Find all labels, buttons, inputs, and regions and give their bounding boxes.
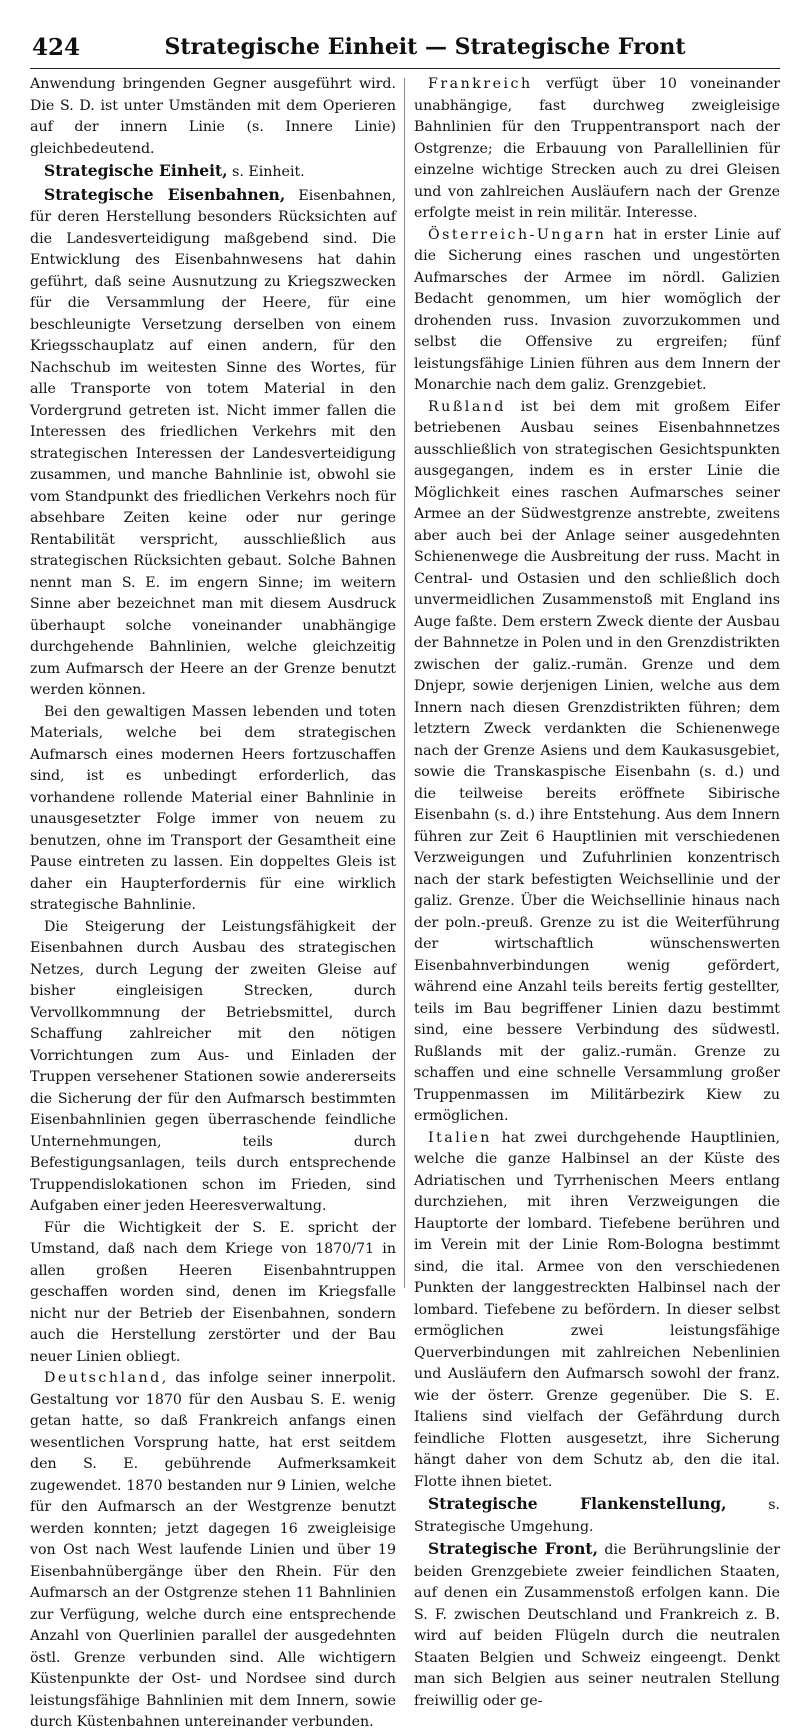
paragraph-text: hat zwei durchgehende Hauptlinien, welche die ganze Halbinsel an der Küste des Adriatischen und Tyrrhenischen Meers entlang durchziehen, mit ihren Verzweigungen die Hauptorte der lombard. Tiefebene berühren und im Verein mit der Linie Rom-Bologna bestimmt sind, die ital. Armee von den verschiedenen Punkten der langgestreckten Halbinsel nach der lombard. Tiefebene zu befördern. In dieser selbst ermöglichen zwei leistungsfähige Querverbindungen mit zahlreichen Nebenlinien und Ausläufern den Aufmarsch sowohl der franz. wie der österr. Grenze gegenüber. Die S. E. Italiens sind vielfach der Gefährdung durch feindliche Flotten ausgesetzt, ihre Sicherung hängt daher von dem Schutz ab, den die ital. Flotte ihnen bietet.: [414, 1129, 780, 1490]
entry-strategische-eisenbahnen: [30, 184, 396, 702]
entry-headword: Strategische Einheit,: [44, 161, 228, 180]
country-name: Österreich-Ungarn: [428, 226, 607, 243]
entry-strategische-einheit: [30, 160, 396, 184]
page-number: 424: [32, 34, 81, 61]
paragraph-text: verfügt über 10 voneinander unabhängige, fast durchweg zweigleisige Bahnlinien für den Truppentransport nach der Ostgrenze; die Erbauung von Parallellinien für einzelne wichtige Strecken auch zu drei Gleisen und von zahlreichen Ausläufern nach der Grenze erfolgte meist in rein militär. Interesse.: [414, 76, 780, 221]
column-divider: [404, 78, 405, 1288]
entry-text: Eisenbahnen, für deren Herstellung besonders Rücksichten auf die Landesverteidigung maßgebend sind. Die Entwicklung des Eisenbahnwesens hat dahin geführt, daß seine Ausnutzung zu Kriegszwecken für die Versammlung der Heere, für eine beschleunigte Versetzung derselben von einem Kriegsschauplatz auf einen andern, für den Nachschub im weitesten Sinne des Wortes, für alle Transporte von totem Material in den Vordergrund getreten ist. Nicht immer fallen die Interessen des friedlichen Verkehrs mit den strategischen Interessen der Landesverteidigung zusammen, und manche Bahnlinie ist, obwohl sie vom Standpunkt des friedlichen Verkehrs noch für absehbare Zeiten keine oder nur geringe Rentabilität verspricht, ausschließlich aus strategischen Rücksichten gebaut. Solche Bahnen nennt man S. E. im engern Sinne; im weitern Sinne aber bezeichnet man mit diesem Ausdruck überhaupt solche voneinander unabhängige durchgehende Bahnlinien, welche gleichzeitig zum Aufmarsch der Heere an der Grenze benutzt werden können.: [30, 187, 396, 698]
paragraph-text: hat in erster Linie auf die Sicherung eines raschen und ungestörten Aufmarsches der Armee im nördl. Galizien Bedacht genommen, um hier womöglich der drohenden russ. Invasion zuvorzukommen und selbst die Offensive zu ergreifen; fünf leistungsfähige Linien führen aus dem Innern der Monarchie nach dem galiz. Grenzgebiet.: [414, 226, 780, 393]
paragraph: Für die Wichtigkeit der S. E. spricht der Umstand, daß nach dem Kriege von 1870/71 in allen großen Heeren Eisenbahntruppen geschaffen worden sind, denen im Kriegsfalle nicht nur der Betrieb der Eisenbahnen, sondern auch die Herstellung zerstörter und der Bau neuer Linien obliegt.: [30, 1219, 396, 1365]
entry-text: die Berührungslinie der beiden Grenzgebiete zweier feindlichen Staaten, auf denen ein Zusammenstoß erfolgen kann. Die S. F. zwischen Deutschland und Frankreich z. B. wird auf beiden Flügeln durch die neutralen Staaten Belgien und Schweiz eingeengt. Denkt man sich Belgien aus seiner neutralen Stellung freiwillig oder ge-: [414, 1542, 780, 1709]
entry-headword: Strategische Flankenstellung,: [428, 1494, 727, 1513]
country-name: Deutschland: [44, 1370, 162, 1386]
paragraph: Bei den gewaltigen Massen lebenden und toten Materials, welche bei dem strategischen Aufmarsch eines modernen Heers fortzuschaffen sind, ist es unbedingt erforderlich, das vorhandene rollende Material einer Bahnlinie in unausgesetzter Folge immer von neuem zu benutzen, ohne im Transport der Gesamtheit eine Pause eintreten zu lassen. Ein doppeltes Gleis ist daher ein Haupterfordernis für eine wirklich strategische Bahnlinie.: [30, 703, 396, 913]
running-title: Strategische Einheit — Strategische Front: [164, 34, 686, 60]
paragraph-text: , das infolge seiner innerpolit. Gestaltung vor 1870 für den Ausbau S. E. wenig getan hatte, so daß Frankreich anfangs einen wesentlichen Vorsprung hatte, hat erst seitdem den S. E. gebührende Aufmerksamkeit zugewendet. 1870 bestanden nur 9 Linien, welche für den Aufmarsch an der Westgrenze benutzt werden konnten; jetzt dagegen 16 zweigleisige von Ost nach West laufende Linien und über 19 Eisenbahnübergänge über den Rhein. Für den Aufmarsch an der Ostgrenze stehen 11 Bahnlinien zur Verfügung, welche durch eine entsprechende Anzahl von Querlinien parallel der ausgedehnten östl. Grenze verbunden sind. Alle wichtigern Küstenpunkte der Ost- und Nordsee sind durch leistungsfähige Bahnlinien mit dem Innern, sowie durch Küstenbahnen untereinander verbunden.: [30, 1370, 396, 1730]
country-name: Italien: [428, 1129, 492, 1146]
entry-text: s. Einheit.: [227, 164, 305, 180]
paragraph-oesterreich: [414, 225, 780, 397]
entry-text: s. Strategische Umgehung.: [414, 1497, 780, 1535]
country-name: Rußland: [428, 398, 507, 415]
paragraph-italien: [414, 1128, 780, 1494]
entry-strategische-front: [414, 1538, 780, 1712]
country-name: Frankreich: [428, 76, 533, 92]
page-header: [30, 28, 780, 69]
entry-strategische-flankenstellung: [414, 1493, 780, 1538]
paragraph-frankreich: [414, 74, 780, 225]
paragraph-continuation: Anwendung bringenden Gegner ausgeführt wird. Die S. D. ist unter Umständen mit dem Operieren auf der innern Linie (s. Innere Linie) gleichbedeutend.: [30, 76, 396, 157]
left-column: [30, 74, 396, 1730]
entry-headword: Strategische Eisenbahnen,: [44, 184, 286, 204]
paragraph-text: ist bei dem mit großem Eifer betriebenen Ausbau seines Eisenbahnnetzes ausschließlich von strategischen Gesichtspunkten ausgegangen, indem es in erster Linie die Möglichkeit eines raschen Aufmarsches seiner Armee an der Südwestgrenze anstrebte, zweitens aber auch bei der Anlage seiner ausgedehnten Schienenwege die Ausbreitung der russ. Macht in Central- und Ostasien und den schließlich doch unvermeidlichen Zusammenstoß mit England ins Auge faßte. Dem erstern Zweck diente der Ausbau der Bahnnetze in Polen und in den Grenzdistrikten zwischen der galiz.-rumän. Grenze und dem Dnjepr, sowie derjenigen Linien, welche aus dem Innern nach diesen Grenzdistrikten führen; dem letztern Zweck verdankten die Schienenwege nach der Grenze Asiens und dem Kaukasusgebiet, sowie die Transkaspische Eisenbahn (s. d.) und die teilweise bereits eröffnete Sibirische Eisenbahn (s. d.) ihre Entstehung. Aus dem Innern führen zur Zeit 6 Hauptlinien mit verschiedenen Verzweigungen und Zufuhrlinien konzentrisch nach der stark befestigten Weichsellinie und der galiz. Grenze. Über die Weichsellinie hinaus nach der poln.-preuß. Grenze zu ist die Weiterführung der wirtschaftlich wünschenswerten Eisenbahnverbindungen wenig gefördert, während eine Anzahl teils bereits fertig gestellter, teils im Bau begriffener Linien dazu bestimmt sind, eine bessere Verbindung des südwestl. Rußlands mit der galiz.-rumän. Grenze zu schaffen und eine schnelle Versammlung großer Truppenmassen im Militärbezirk Kiew zu ermöglichen.: [414, 398, 780, 1124]
paragraph-deutschland: [30, 1368, 396, 1734]
paragraph-russland: [414, 397, 780, 1128]
right-column: [414, 74, 780, 1709]
paragraph: Die Steigerung der Leistungsfähigkeit der Eisenbahnen durch Ausbau des strategischen Netzes, durch Legung der zweiten Gleise auf bisher eingleisigen Strecken, durch Vervollkommnung der Betriebsmittel, durch Schaffung zahlreicher mit den nötigen Vorrichtungen zum Aus- und Einladen der Truppen versehener Stationen sowie andererseits die Sicherung der für den Aufmarsch bestimmten Eisenbahnlinien gegen überraschende feindliche Unternehmungen, teils durch Befestigungsanlagen, teils durch entsprechende Truppendislokationen schon im Frieden, sind Aufgaben einer jeden Heeresverwaltung.: [30, 918, 396, 1214]
entry-headword: Strategische Front,: [428, 1539, 598, 1558]
